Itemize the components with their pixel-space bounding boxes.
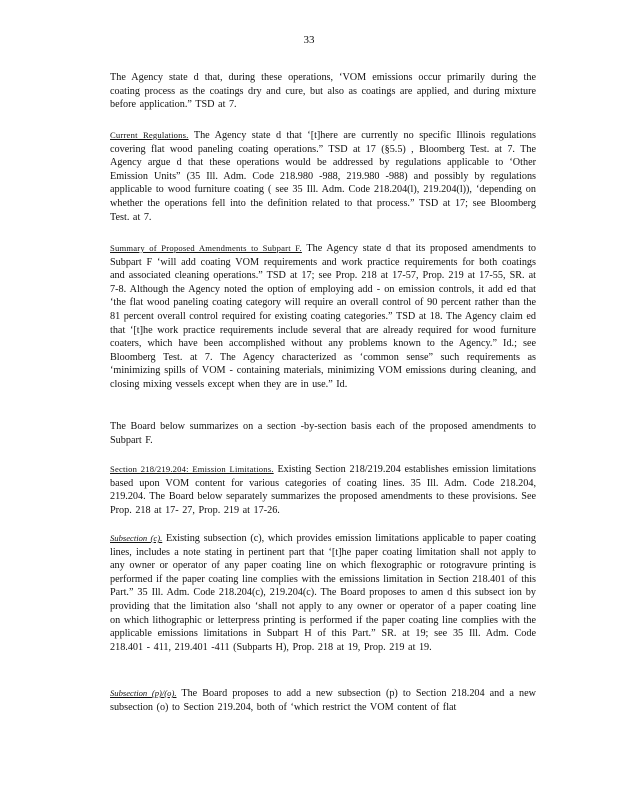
- paragraph-section-218-204: [74, 463, 536, 517]
- paragraph-subsection-p-o: [74, 687, 536, 714]
- section-heading: Summary of Proposed Amendments to Subpart F.: [110, 243, 302, 253]
- paragraph-text: The Agency state d that, during these operations, ‘VOM emissions occur primarily during the coating process as the coatings dry and cure, but also as coatings are applied, and during mixture before application.” TSD at 7.: [110, 72, 536, 111]
- section-heading: Subsection (c).: [110, 533, 163, 543]
- section-heading: Current Regulations.: [110, 130, 189, 140]
- paragraph-text: The Board below summarizes on a section -by-section basis each of the proposed amendments to Subpart F.: [110, 421, 536, 446]
- paragraph-board-summary: [74, 420, 536, 447]
- paragraph-text: The Board proposes to add a new subsection (p) to Section 218.204 and a new subsection (o) to Section 219.204, both of ‘which restrict the VOM content of flat: [110, 688, 536, 713]
- paragraph-agency-operations: [74, 71, 536, 112]
- paragraph-text: Existing Section 218/219.204 establishes emission limitations based upon VOM content for various categories of coating lines. 35 Ill. Adm. Code 218.204, 219.204. The Board below separately summarizes the proposed amendments to these provisions. See Prop. 218 at 17- 27, Prop. 219 at 17-26.: [110, 464, 536, 516]
- paragraph-summary-amendments: [74, 242, 536, 392]
- paragraph-text: The Agency state d that its proposed amendments to Subpart F ‘will add coating VOM requirements and work practice requirements for both coatings and associated cleaning operations.” TSD at 17; see Prop. 218 at 17-57, Prop. 219 at 17-55, SR. at 7-8. Although the Agency noted the option of employing add - on emission controls, it add ed that ‘the flat wood paneling coating category will require an overall control of 90 percent rather than the 81 percent overall control required for existing coating categories.” TSD at 18. The Agency claim ed that ‘[t]he work practice requirements include several that are already required for wood furniture coaters, which have been accomplished without any problems known to the Agency.” Id.; see Bloomberg Test. at 7. The Agency characterized as ‘common sense” such requirements as ‘minimizing spills of VOM - containing materials, minimizing VOM emissions during cleaning, and closing mixing vessels except when they are in use.” Id.: [110, 243, 537, 390]
- paragraph-text: Existing subsection (c), which provides emission limitations applicable to paper coating lines, includes a note stating in pertinent part that ‘[t]he paper coating limitation shall not apply to any owner or operator of any paper coating line on which flexographic or rotogravure printing is performed if the paper coating line complies with the emissions limitation in Section 218.401 of this Part.” 35 Ill. Adm. Code 218.204(c), 219.204(c). The Board proposes to amen d this subsect ion by providing that the limitation also ‘shall not apply to any owner or operator of a paper coating line on which lithographic or letterpress printing is performed if the paper coating line complies with the applicable emissions limitations in Subpart H of this Part.” SR. at 19; see 35 Ill. Adm. Code 218.401 - 411, 219.401 -411 (Subparts H), Prop. 218 at 19, Prop. 219 at 19.: [110, 533, 536, 653]
- paragraph-subsection-c: [74, 532, 536, 654]
- page-number: 33: [303, 34, 315, 46]
- paragraph-text: The Agency state d that ‘[t]here are currently no specific Illinois regulations covering flat wood paneling coating operations.” TSD at 17 (§5.5) , Bloomberg Test. at 7. The Agency argue d that these operations would be addressed by regulations applicable to ‘Other Emission Units” (35 Ill. Adm. Code 218.980 -988, 219.980 -988) and possibly by regulations applicable to wood furniture coating ( see 35 Ill. Adm. Code 218.204(l), 219.204(l)), ‘depending on whether the operations fell into the definition related to that process.” TSD at 17; see Bloomberg Test. at 7.: [110, 130, 536, 223]
- section-heading: Subsection (p)/(o).: [110, 688, 177, 698]
- section-heading: Section 218/219.204: Emission Limitations.: [110, 464, 274, 474]
- paragraph-current-regulations: [74, 129, 536, 224]
